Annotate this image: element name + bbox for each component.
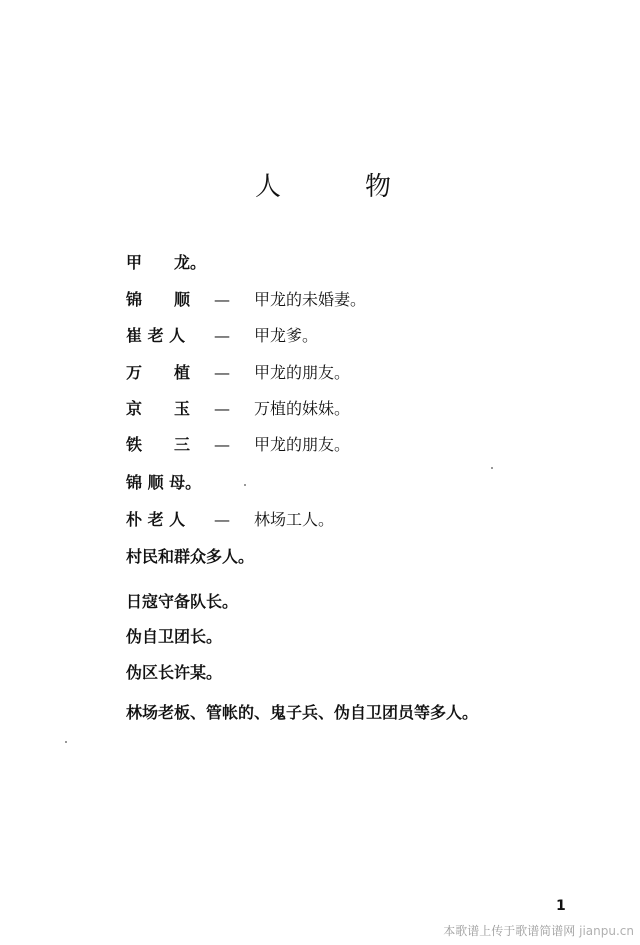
group-line: 林场老板、管帐的、鬼子兵、伪自卫团员等多人。 (126, 703, 479, 722)
page-number: 1 (556, 898, 566, 914)
cast-row (126, 323, 319, 349)
cast-row (126, 470, 201, 496)
page-title (0, 170, 640, 210)
watermark (443, 922, 634, 939)
title-char-1: 人 (255, 172, 282, 202)
dash-separator: — (214, 363, 230, 382)
dash-separator: — (214, 290, 230, 309)
character-name: 京 玉 (126, 399, 191, 418)
dash-separator: — (214, 326, 230, 345)
character-description: 万植的妹妹。 (254, 399, 351, 418)
cast-row (126, 287, 367, 313)
watermark-text: 本歌谱上传于歌谱简谱网 (443, 924, 576, 938)
cast-row (126, 360, 351, 386)
dash-separator: — (214, 510, 230, 529)
scan-speck (65, 741, 67, 743)
dash-separator: — (214, 435, 230, 454)
group-line: 伪区长许某。 (126, 663, 223, 682)
character-name: 崔 老 人 (126, 326, 186, 345)
character-description: 甲龙的朋友。 (254, 363, 351, 382)
cast-row (126, 396, 351, 422)
group-line: 村民和群众多人。 (126, 547, 255, 566)
scan-speck (491, 467, 493, 469)
group-line: 伪自卫团长。 (126, 627, 223, 646)
character-name: 锦 顺 (126, 290, 191, 309)
character-description: 甲龙爹。 (254, 326, 319, 345)
cast-row (126, 507, 335, 533)
group-line: 日寇守备队长。 (126, 592, 239, 611)
watermark-url: jianpu.cn (579, 924, 634, 938)
scan-speck (244, 484, 246, 486)
character-name: 万 植 (126, 363, 191, 382)
character-name: 朴 老 人 (126, 510, 186, 529)
character-description: 甲龙的朋友。 (254, 435, 351, 454)
character-description: 甲龙的未婚妻。 (254, 290, 367, 309)
character-name: 甲 龙。 (126, 253, 207, 272)
dash-separator: — (214, 399, 230, 418)
character-description: 林场工人。 (254, 510, 335, 529)
character-name: 锦 顺 母。 (126, 473, 202, 492)
character-name: 铁 三 (126, 435, 191, 454)
title-char-2: 物 (365, 172, 392, 202)
cast-row (126, 432, 351, 458)
cast-row (126, 250, 206, 276)
